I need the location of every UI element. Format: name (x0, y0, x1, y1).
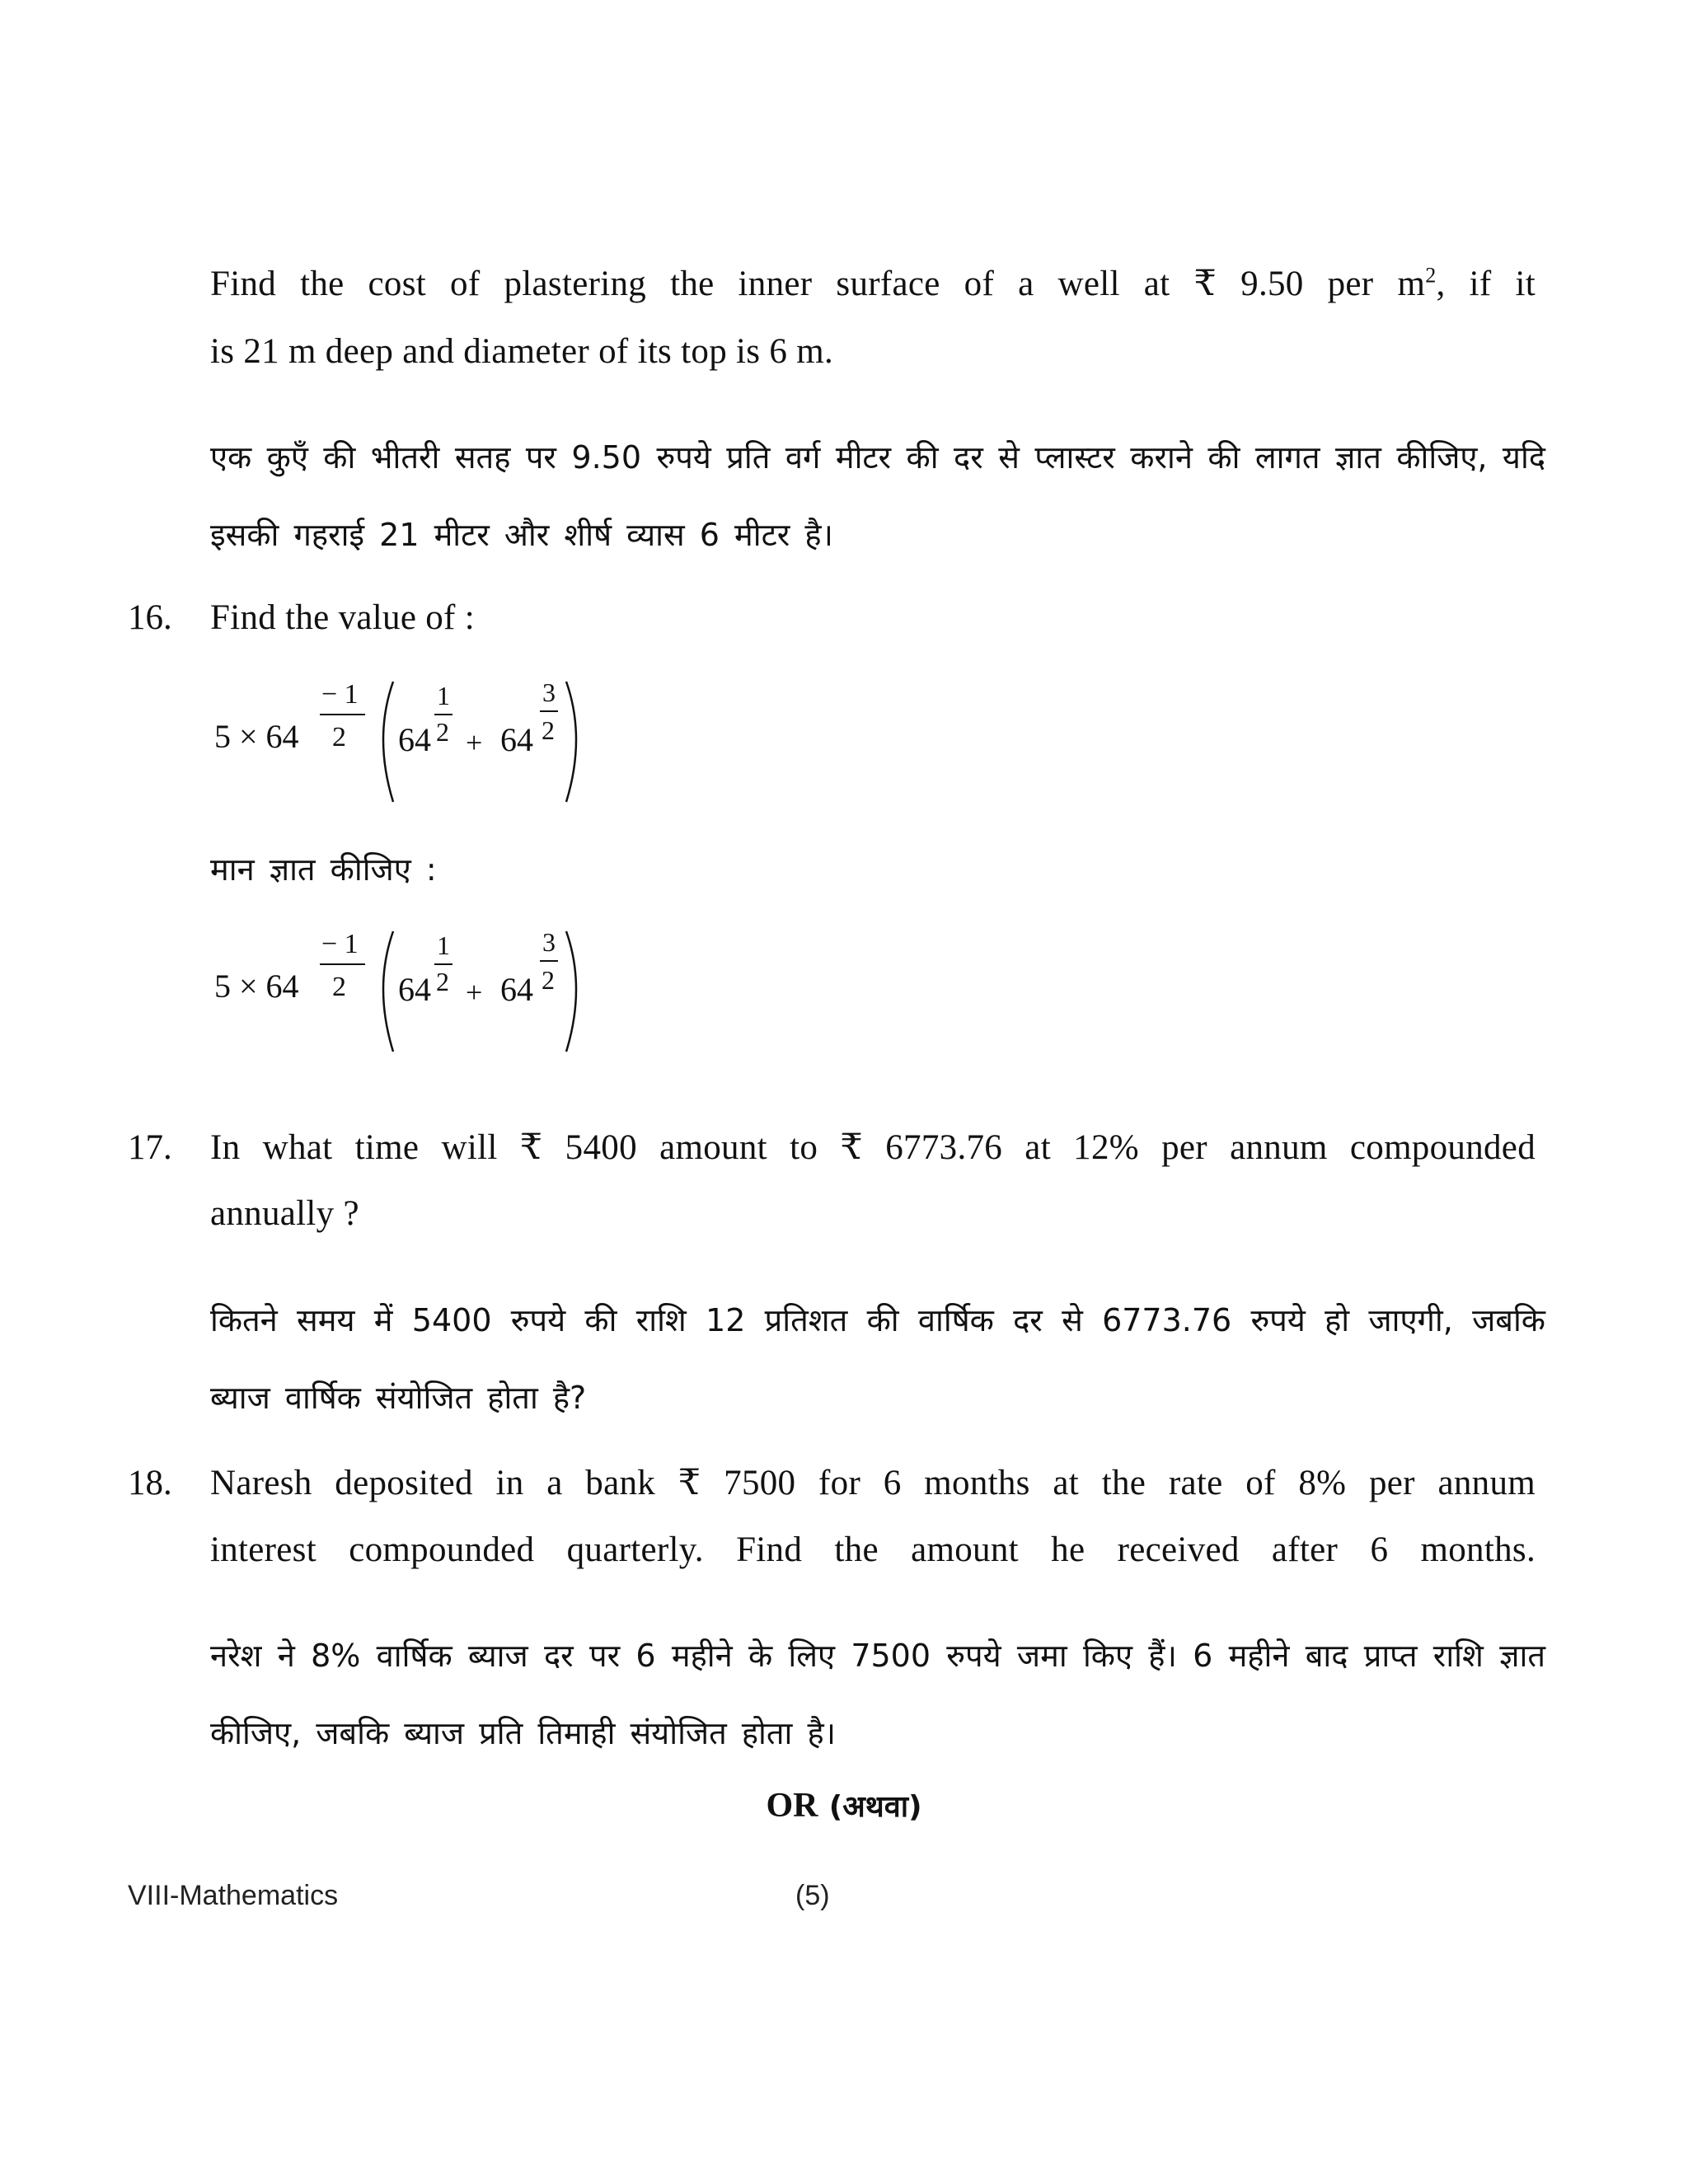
or-heading (0, 1784, 1688, 1828)
q16h-term2-exp-num: 3 (542, 927, 556, 957)
q17-line-1: In what time will ₹ 5400 amount to ₹ 6773.76 at 12% per annum compounded (210, 1128, 1536, 1167)
q16-term1-exp-den: 2 (436, 717, 449, 747)
q16h-left-paren (383, 931, 393, 1052)
q17-line-2: annually ? (210, 1194, 359, 1233)
q16-expression-hindi (210, 921, 606, 1053)
or-label: OR (766, 1787, 818, 1825)
q16h-coef: 5 × 64 (214, 968, 299, 1005)
q16-outer-exp-num: − 1 (321, 679, 359, 710)
q15-hindi-text: एक कुएँ की भीतरी सतह पर 9.50 रुपये प्रति वर्ग मीटर की दर से प्लास्टर कराने की लागत ज्ञात कीजिए, यदि इसकी गहराई 21 मीटर और शीर्ष व्यास 6 मीटर है। (210, 439, 1545, 553)
q16-right-paren (566, 682, 576, 802)
footer-page-number: (5) (795, 1880, 830, 1911)
q16-question-text: Find the value of : (210, 598, 475, 637)
or-hindi-label: (अथवा) (828, 1790, 922, 1824)
q16-expression-hindi-svg (210, 921, 606, 1053)
q16h-right-paren (566, 931, 576, 1052)
q16-left-paren (383, 682, 393, 802)
q15-line-1-text: Find the cost of plastering the inner surface of a well at ₹ 9.50 per m (210, 265, 1426, 303)
q16-term1-base: 64 (398, 721, 431, 758)
q18-line-2: interest compounded quarterly. Find the amount he received after 6 months. (210, 1530, 1536, 1569)
q16-coef: 5 × 64 (214, 718, 299, 755)
q16h-outer-exp-num: − 1 (321, 929, 359, 959)
q16-expression-svg (210, 672, 606, 804)
q16-number: 16. (128, 598, 172, 637)
q15-superscript: 2 (1425, 263, 1437, 288)
q16h-outer-exp-den: 2 (332, 972, 346, 1002)
q16-term2-base: 64 (500, 721, 533, 758)
q15-line-1-tail: , if it (1436, 265, 1536, 303)
q16h-term1-exp-num: 1 (437, 930, 450, 960)
q15-line-2: is 21 m deep and diameter of its top is 6 m. (210, 332, 834, 371)
q16-term1-exp-num: 1 (437, 681, 450, 710)
q16-plus: + (466, 726, 483, 759)
q16h-term2-exp-den: 2 (542, 965, 555, 995)
q16-hindi-text: मान ज्ञात कीजिए : (210, 851, 437, 888)
q18-hindi-text: नरेश ने 8% वार्षिक ब्याज दर पर 6 महीने के लिए 7500 रुपये जमा किए हैं। 6 महीने बाद प्राप्त राशि ज्ञात कीजिए, जबकि ब्याज प्रति तिमाही संयोजित होता है। (210, 1638, 1545, 1751)
q17-hindi-text: कितने समय में 5400 रुपये की राशि 12 प्रतिशत की वार्षिक दर से 6773.76 रुपये हो जाएगी, जबकि ब्याज वार्षिक संयोजित होता है? (210, 1302, 1545, 1416)
q16h-term1-base: 64 (398, 971, 431, 1008)
q16-term2-exp-den: 2 (542, 715, 555, 745)
q17-number: 17. (128, 1128, 172, 1167)
q16-outer-exp-den: 2 (332, 722, 346, 752)
q16h-plus: + (466, 976, 483, 1009)
q15-line-1 (210, 264, 1536, 305)
q16h-term1-exp-den: 2 (436, 967, 449, 996)
footer-subject: VIII-Mathematics (128, 1880, 339, 1911)
q16-expression (210, 672, 606, 804)
q18-line-1: Naresh deposited in a bank ₹ 7500 for 6 months at the rate of 8% per annum (210, 1464, 1536, 1502)
q18-number: 18. (128, 1464, 172, 1502)
q16-term2-exp-num: 3 (542, 677, 556, 707)
q16h-term2-base: 64 (500, 971, 533, 1008)
